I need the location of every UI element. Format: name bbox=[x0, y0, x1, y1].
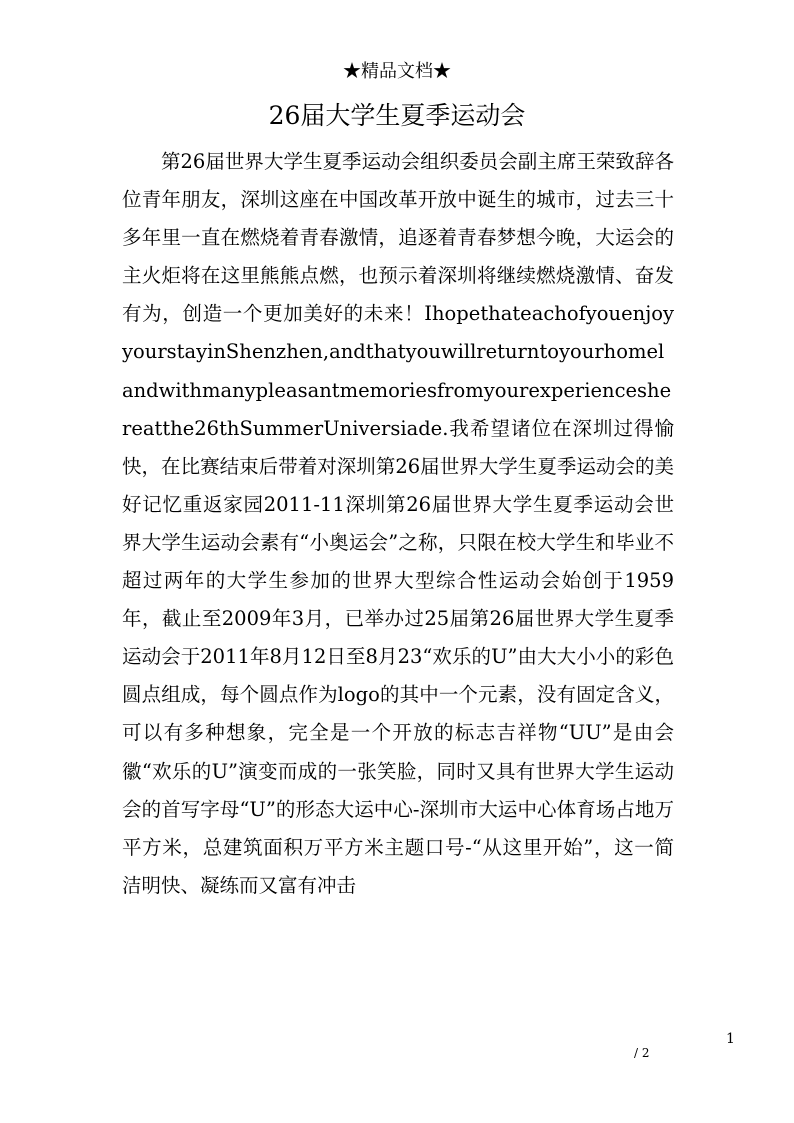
page-header: ★精品文档★ bbox=[343, 61, 451, 82]
document-title: 26届大学生夏季运动会 bbox=[268, 101, 526, 130]
body-paragraph: 第26届世界大学生夏季运动会组织委员会副主席王荣致辞各位青年朋友，深圳这座在中国改革开放中诞生的城市，过去三十多年里一直在燃烧着青春激情，追逐着青春梦想今晚，大运会的主火炬将在这里熊熊点燃，也预示着深圳将继续燃烧激情、奋发有为，创造一个更加美好的未来！IhopethateachofyouenjoyyourstayinShenzhen,andthatyouwillreturntoyourhomelandwithmanypleasantmemoriesfromyourexperienceshereatthe26thSummerUniversiade.我希望诸位在深圳过得愉快，在比赛结束后带着对深圳第26届世界大学生夏季运动会的美好记忆重返家园2011-11深圳第26届世界大学生夏季运动会世界大学生运动会素有“小奥运会”之称，只限在校大学生和毕业不超过两年的大学生参加的世界大型综合性运动会始创于1959年，截止至2009年3月，已举办过25届第26届世界大学生夏季运动会于2011年8月12日至8月23“欢乐的U”由大大小小的彩色圆点组成，每个圆点作为logo的其中一个元素，没有固定含义，可以有多种想象，完全是一个开放的标志吉祥物“UU”是由会徽“欢乐的U”演变而成的一张笑脸，同时又具有世界大学生运动会的首写字母“U”的形态大运中心-深圳市大运中心体育场占地万平方米，总建筑面积万平方米主题口号-“从这里开始”，这一简洁明快、凝练而又富有冲击 bbox=[122, 150, 674, 897]
page-count: / 2 bbox=[634, 1046, 650, 1060]
page-number: 1 bbox=[726, 1031, 735, 1047]
